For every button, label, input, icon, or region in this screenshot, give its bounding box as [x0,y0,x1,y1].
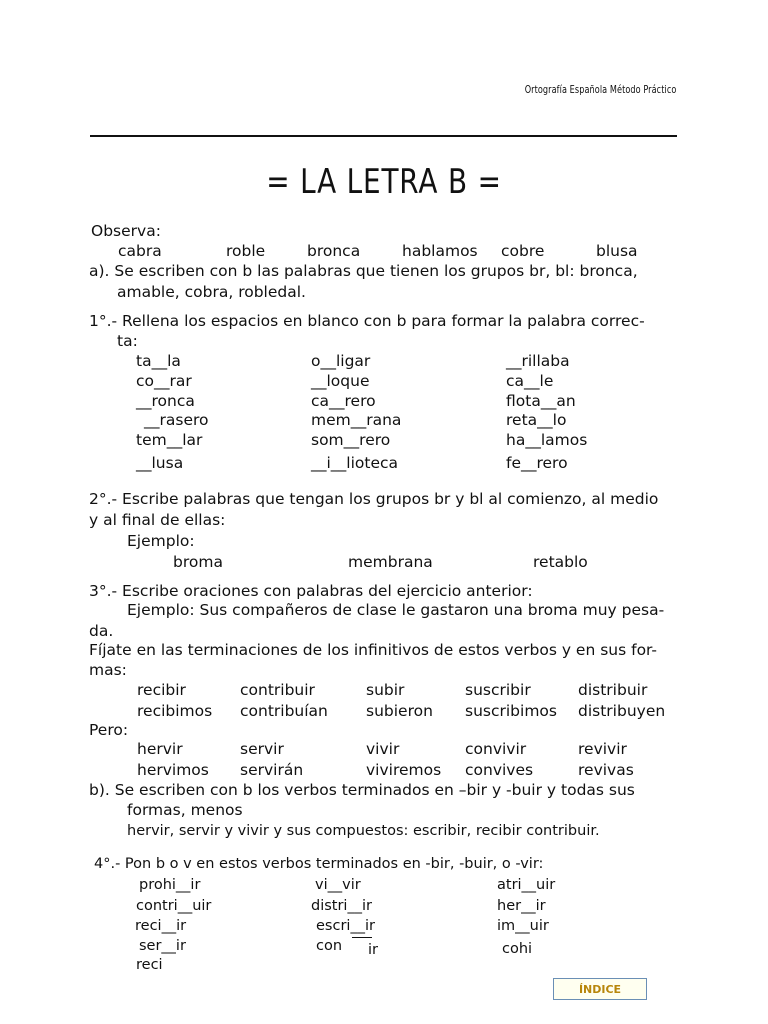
ex1-word: __rasero [144,411,209,429]
header-rule [90,135,677,137]
verb-form: suscribimos [465,702,557,720]
rule-b-line: formas, menos [127,801,243,819]
ex1-word: reta__lo [506,411,567,429]
verb-infinitive: convivir [465,740,527,758]
verb-form: recibimos [137,702,213,720]
rule-a-line: a). Se escriben con b las palabras que tienen los grupos br, bl: bronca, [89,262,638,280]
ex2-ejemplo-label: Ejemplo: [127,532,195,550]
ex2-example-word: retablo [533,553,588,571]
ex4-word: ser__ir [139,938,186,954]
ex4-instruction: 4°.- Pon b o v en estos verbos terminados en -bir, -buir, o -vir: [94,856,544,872]
ex4-word: her__ir [497,898,546,914]
ex4-word: vi__vir [315,877,361,893]
verb-form: contribuían [240,702,328,720]
ex4-word: con [316,938,343,954]
observa-label: Observa: [91,222,161,240]
ex4-word: ir [368,942,378,958]
ex2-instruction: 2°.- Escribe palabras que tengan los grupos br y bl al comienzo, al medio [89,490,659,508]
ex1-word: ca__le [506,372,554,390]
ex1-word: __rillaba [506,352,570,370]
verb-form: subieron [366,702,433,720]
page-title: = LA LETRA B = [266,162,502,202]
ex4-word: reci__ir [135,918,187,934]
ex3-instruction: 3°.- Escribe oraciones con palabras del ejercicio anterior: [89,582,533,600]
blank-underline [352,937,372,938]
ex1-word: tem__lar [136,431,203,449]
ex4-word: cohi [502,941,533,957]
rule-b-line: b). Se escriben con b los verbos terminados en –bir y -buir y todas sus [89,781,635,799]
verb-infinitive: contribuir [240,681,315,699]
ex1-word: __i__lioteca [311,454,399,472]
indice-button[interactable]: ÍNDICE [553,978,647,1000]
ex1-word: __loque [311,372,370,390]
verb-infinitive: suscribir [465,681,531,699]
ex1-word: ca__rero [311,392,376,410]
verb-form: distribuyen [578,702,666,720]
verb-form: convives [465,761,534,779]
ex1-word: ha__lamos [506,431,588,449]
verb-form: viviremos [366,761,442,779]
ex1-word: fe__rero [506,454,568,472]
ex3-note: Fíjate en las terminaciones de los infinitivos de estos verbos y en sus for- [89,641,658,659]
ex2-instruction: y al final de ellas: [89,511,226,529]
observa-word: hablamos [402,242,478,260]
ex4-word: im__uir [497,918,549,934]
ex4-word: contri__uir [136,898,212,914]
observa-word: cobre [501,242,545,260]
ex1-instruction: ta: [117,332,138,350]
ex1-word: co__rar [136,372,192,390]
ex1-word: som__rero [311,431,391,449]
verb-infinitive: revivir [578,740,627,758]
verb-infinitive: hervir [137,740,183,758]
ex1-word: __ronca [136,392,195,410]
verb-form: hervimos [137,761,209,779]
ex1-word: flota__an [506,392,576,410]
verb-infinitive: distribuir [578,681,648,699]
ex4-word: reci [136,957,163,973]
ex3-example: da. [89,622,114,640]
verb-form: servirán [240,761,304,779]
ex4-word: distri__ir [311,898,372,914]
ex3-example: Ejemplo: Sus compañeros de clase le gastaron una broma muy pesa- [127,601,665,619]
rule-a-line: amable, cobra, robledal. [117,283,306,301]
observa-word: cabra [118,242,162,260]
ex4-word: escri__ir [316,918,375,934]
ex1-word: ta__la [136,352,181,370]
ex2-example-word: membrana [348,553,433,571]
ex1-word: o__ligar [311,352,371,370]
ex1-word: __lusa [136,454,184,472]
observa-word: bronca [307,242,361,260]
ex2-example-word: broma [173,553,223,571]
verb-form: revivas [578,761,634,779]
verb-infinitive: vivir [366,740,400,758]
ex4-word: atri__uir [497,877,556,893]
verb-infinitive: recibir [137,681,186,699]
verb-infinitive: servir [240,740,284,758]
pero-label: Pero: [89,721,129,739]
ex4-word: prohi__ir [139,877,201,893]
ex1-instruction: 1°.- Rellena los espacios en blanco con b para formar la palabra correc- [89,312,645,330]
rule-b-line: hervir, servir y vivir y sus compuestos: escribir, recibir contribuir. [127,823,600,839]
ex1-word: mem__rana [311,411,402,429]
observa-word: blusa [596,242,638,260]
verb-infinitive: subir [366,681,405,699]
observa-word: roble [226,242,266,260]
ex3-note: mas: [89,661,127,679]
running-header: Ortografía Española Método Práctico [524,84,676,96]
